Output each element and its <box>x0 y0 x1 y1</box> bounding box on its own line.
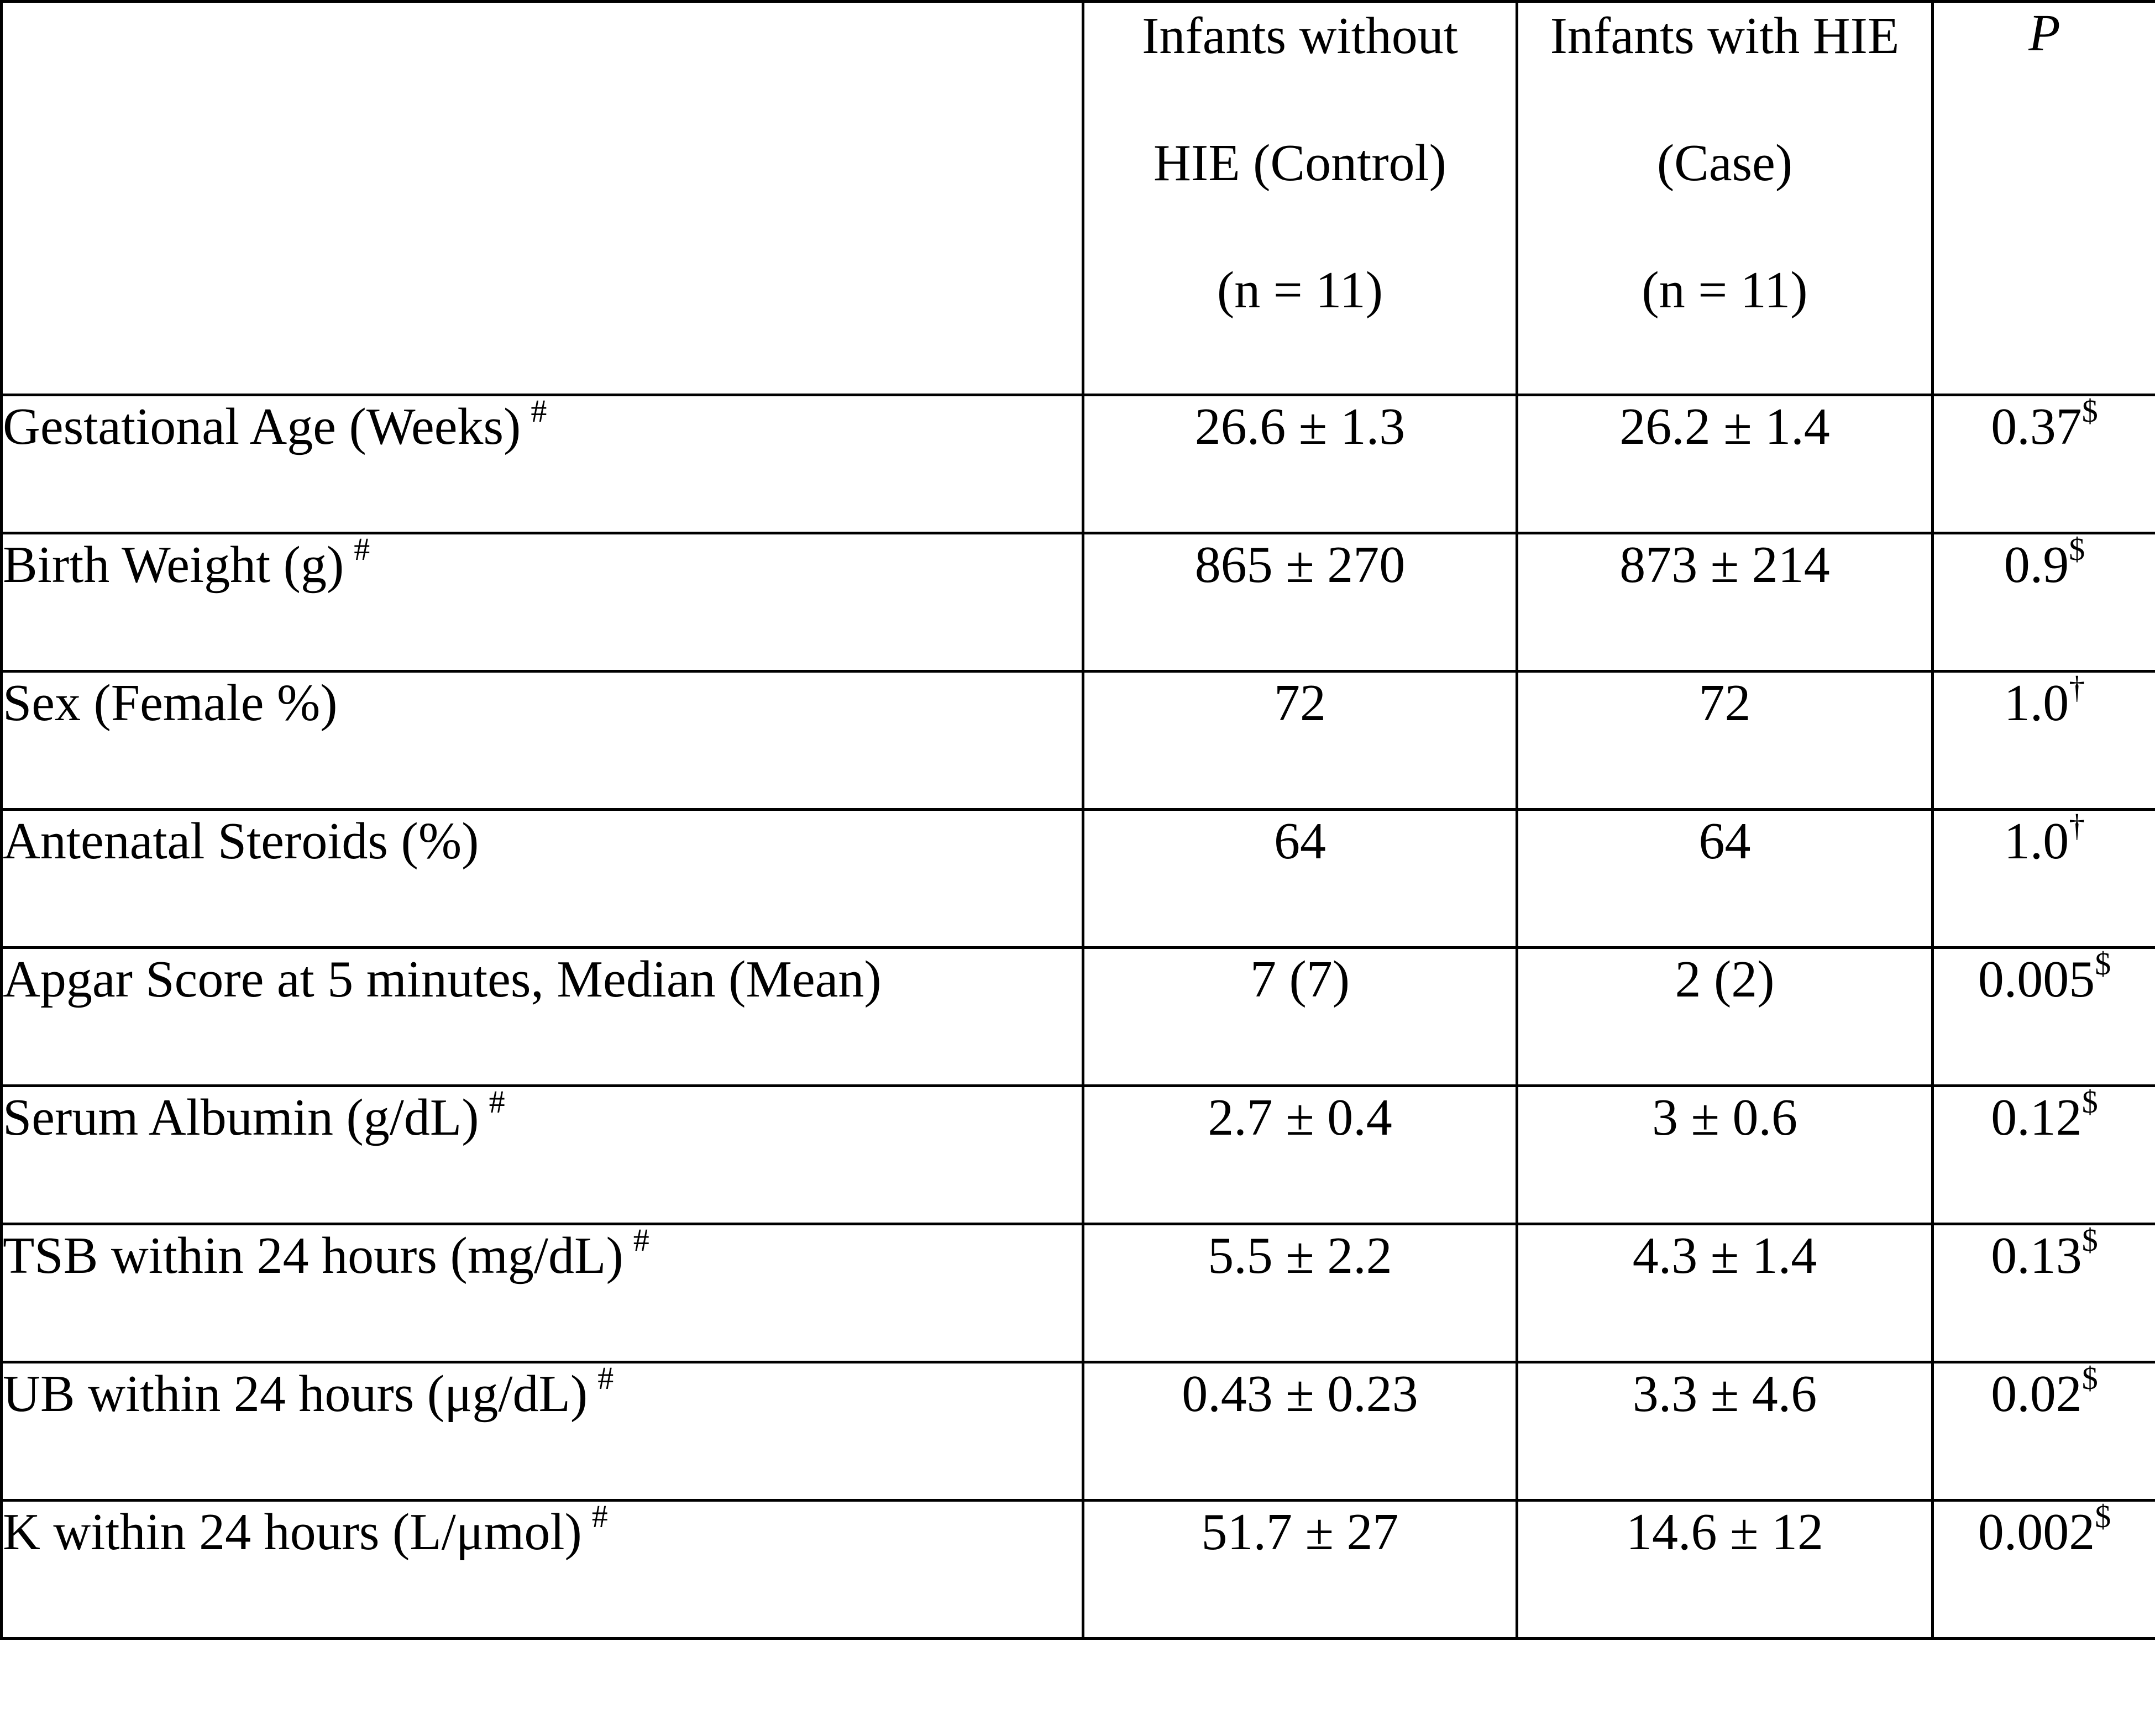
header-control <box>1083 2 1517 395</box>
table-row <box>2 533 2155 672</box>
control-value-cell: 64 <box>1083 810 1517 948</box>
control-value-cell: 72 <box>1083 672 1517 810</box>
row-label-cell <box>2 1221 1083 1362</box>
table-row <box>2 1086 2155 1224</box>
case-value-cell: 3 ± 0.6 <box>1517 1086 1933 1224</box>
p-value-footnote-mark: $ <box>2081 392 2098 429</box>
control-value-cell: 0.43 ± 0.23 <box>1083 1362 1517 1501</box>
row-label-footnote-mark: # <box>354 531 370 567</box>
row-label: Antenatal Steroids (%) <box>3 812 479 870</box>
table-row <box>2 1224 2155 1362</box>
row-label: Birth Weight (g) <box>3 536 344 594</box>
header-control-line-3: (n = 11) <box>1217 261 1383 319</box>
header-control-line-2: HIE (Control) <box>1153 134 1446 192</box>
p-value-cell <box>1933 1362 2155 1501</box>
row-label: K within 24 hours (L/μmol) <box>3 1503 582 1561</box>
control-value-cell: 5.5 ± 2.2 <box>1083 1224 1517 1362</box>
case-value-cell: 3.3 ± 4.6 <box>1517 1362 1933 1501</box>
case-value-cell: 26.2 ± 1.4 <box>1517 395 1933 533</box>
case-value-cell: 873 ± 214 <box>1517 533 1933 672</box>
case-value-cell: 2 (2) <box>1517 948 1933 1086</box>
row-label: UB within 24 hours (μg/dL) <box>3 1365 588 1423</box>
control-value-cell: 865 ± 270 <box>1083 533 1517 672</box>
row-label-footnote-mark: # <box>633 1221 649 1258</box>
control-value-cell: 26.6 ± 1.3 <box>1083 395 1517 533</box>
p-value-cell <box>1933 1221 2155 1362</box>
p-value-footnote-mark: † <box>2069 669 2085 705</box>
row-label: Apgar Score at 5 minutes, Median (Mean) <box>3 951 882 1008</box>
control-value-cell: 7 (7) <box>1083 948 1517 1086</box>
row-label: Serum Albumin (g/dL) <box>3 1089 479 1146</box>
header-case <box>1517 2 1933 395</box>
p-value-footnote-mark: $ <box>2081 1221 2098 1258</box>
case-value-cell: 72 <box>1517 672 1933 810</box>
row-label-cell <box>2 392 1083 533</box>
p-value: 0.02 <box>1991 1365 2082 1423</box>
p-value-cell <box>1933 807 2155 948</box>
p-value-footnote-mark: $ <box>2095 1498 2111 1534</box>
p-value: 1.0 <box>2004 674 2069 732</box>
control-value-cell: 2.7 ± 0.4 <box>1083 1086 1517 1224</box>
p-value: 0.9 <box>2004 536 2069 594</box>
table-row <box>2 672 2155 810</box>
table-body <box>2 392 2155 1639</box>
header-case-line-1: Infants with HIE <box>1550 7 1900 65</box>
header-case-line-3: (n = 11) <box>1642 261 1808 319</box>
p-value: 0.005 <box>1978 951 2095 1008</box>
p-value: 0.37 <box>1991 398 2082 455</box>
case-value-cell: 64 <box>1517 810 1933 948</box>
row-label-cell <box>2 533 1083 672</box>
header-row <box>2 2 2155 395</box>
control-value-cell: 51.7 ± 27 <box>1083 1501 1517 1639</box>
row-label: TSB within 24 hours (mg/dL) <box>3 1227 623 1284</box>
row-label-footnote-mark: # <box>489 1083 505 1120</box>
header-p-value: P <box>1933 2 2155 395</box>
header-control-line-1: Infants without <box>1142 7 1458 65</box>
p-value: 0.002 <box>1978 1503 2095 1561</box>
row-label-footnote-mark: # <box>597 1360 614 1396</box>
row-label-cell <box>2 1362 1083 1501</box>
row-label-cell <box>2 948 1083 1086</box>
header-blank-cell <box>2 2 1083 395</box>
p-value-cell <box>1933 392 2155 533</box>
row-label-footnote-mark: # <box>591 1498 608 1534</box>
row-label-cell <box>2 810 1083 948</box>
p-value-cell <box>1933 669 2155 810</box>
p-value-footnote-mark: $ <box>2069 531 2085 567</box>
p-value-footnote-mark: $ <box>2081 1360 2098 1396</box>
p-value-cell <box>1933 945 2155 1086</box>
p-value-cell <box>1933 1083 2155 1224</box>
table-row <box>2 1501 2155 1639</box>
row-label-footnote-mark: # <box>531 392 547 429</box>
p-value: 0.13 <box>1991 1227 2082 1284</box>
row-label-cell <box>2 1498 1083 1639</box>
row-label-cell <box>2 1083 1083 1224</box>
p-value-cell <box>1933 533 2155 672</box>
p-value-cell <box>1933 1498 2155 1639</box>
row-label: Gestational Age (Weeks) <box>3 398 521 455</box>
case-value-cell: 14.6 ± 12 <box>1517 1501 1933 1639</box>
case-value-cell: 4.3 ± 1.4 <box>1517 1224 1933 1362</box>
row-label-cell <box>2 672 1083 810</box>
row-label: Sex (Female %) <box>3 674 338 732</box>
table-row <box>2 1362 2155 1501</box>
table-row <box>2 948 2155 1086</box>
table-row <box>2 395 2155 533</box>
header-case-line-2: (Case) <box>1656 134 1793 192</box>
p-value: 0.12 <box>1991 1089 2082 1146</box>
table-row <box>2 810 2155 948</box>
p-value-footnote-mark: $ <box>2081 1083 2098 1120</box>
p-value: 1.0 <box>2004 812 2069 870</box>
p-value-footnote-mark: $ <box>2095 945 2111 982</box>
p-value-footnote-mark: † <box>2069 807 2085 843</box>
